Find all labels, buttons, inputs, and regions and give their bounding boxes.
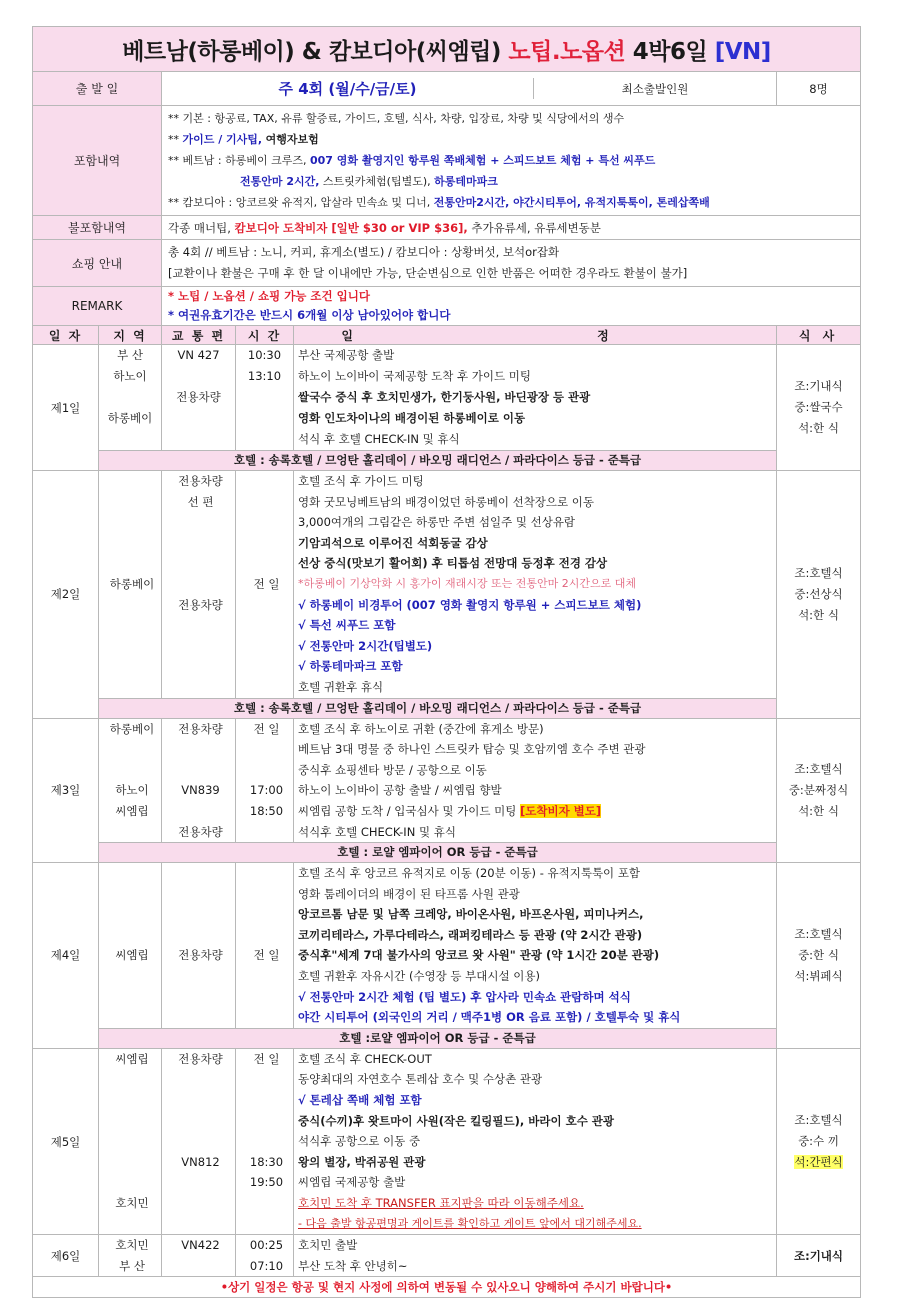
- col-day: 일 자: [33, 326, 99, 345]
- hotel-row: 호텔 :로얄 엠파이어 OR 등급 - 준특급: [99, 1028, 777, 1048]
- hotel-row: 호텔 : 로얄 엠파이어 OR 등급 - 준특급: [99, 843, 777, 863]
- title-duration: 4박6일: [632, 38, 708, 65]
- remark-label: REMARK: [33, 287, 162, 326]
- day-regions: 호치민 부 산: [99, 1235, 162, 1277]
- day-label: 제2일: [33, 471, 99, 719]
- day-row: [33, 718, 861, 843]
- day-schedule: 호텔 조식 후 CHECK-OUT 동양최대의 자연호수 톤레삽 호수 및 수상촌 관광 √ 톤레삽 쪽배 체험 포함 중식(수끼)후 왓트마이 사원(작은 킬링필드), 바라이 호수 관광 석식후 공항으로 이동 중 왕의 별장, 박쥐공원 관광 씨엠립 국제공항 출발 호치민 도착 후 TRANSFER 표지판을 따라 이동해주세요. - 다음 출발 항공편명과 게이트를 확인하고 게이트 앞에서 대기해주세요.: [294, 1048, 777, 1234]
- includes-line: ** 캄보디아 : 앙코르왓 유적지, 압살라 민속쇼 및 디너, 전통안마2시간, 야간시티투어, 유적지툭툭이, 톤레삽쪽배: [168, 196, 710, 209]
- day-times: 전 일: [236, 863, 294, 1029]
- includes-line: ** 베트남 : 하롱베이 크루즈, 007 영화 촬영지인 항루원 쪽배체험 + 스피드보트 체험 + 특선 씨푸드: [168, 154, 656, 167]
- visa-note: [도착비자 별도]: [519, 803, 602, 818]
- column-header-row: [33, 326, 861, 345]
- includes-label: 포함내역: [33, 106, 162, 216]
- includes-line: 전통안마 2시간, 스트릿카체험(팁별도), 하롱테마파크: [240, 175, 498, 188]
- day-meals: 조:호텔식 중:수 끼 석:간편식: [777, 1048, 861, 1234]
- day-transport: VN422: [162, 1235, 236, 1277]
- title-notip: 노팁.노옵션: [508, 38, 626, 65]
- min-pax-label: 최소출발인원: [621, 81, 689, 96]
- shopping-label: 쇼핑 안내: [33, 240, 162, 287]
- footer-notice: •상기 일정은 항공 및 현지 사정에 의하여 변동될 수 있사오니 양해하여 주시기 바랍니다•: [33, 1277, 861, 1298]
- day-regions: 하롱베이 하노이 씨엠립: [99, 718, 162, 843]
- day-label: 제1일: [33, 345, 99, 471]
- day-row: [33, 1048, 861, 1234]
- day-regions: 씨엠립: [99, 863, 162, 1029]
- day-row: [33, 345, 861, 451]
- includes-line: ** 기본 : 항공료, TAX, 유류 할증료, 가이드, 호텔, 식사, 차량, 입장료, 차량 및 식당에서의 생수: [168, 112, 625, 125]
- day-row: [33, 471, 861, 699]
- day-times: 전 일 17:00 18:50: [236, 718, 294, 843]
- day-schedule: 호텔 조식 후 가이드 미팅 영화 굿모닝베트남의 배경이었던 하롱베이 선착장으로 이동 3,000여개의 그림같은 하롱만 주변 섬일주 및 선상유람 기암괴석으로 이루어진 석회동굴 감상 선상 중식(맛보기 활어회) 후 티톱섬 전망대 등정후 전경 감상 *하롱베이 기상악화 시 홍가이 재래시장 또는 전통안마 2시간으로 대체 √ 하롱베이 비경투어 (007 영화 촬영지 항루원 + 스피드보트 체험) √ 특선 씨푸드 포함 √ 전통안마 2시간(팁별도) √ 하롱테마파크 포함 호텔 귀환후 휴식: [294, 471, 777, 699]
- page-title: [33, 27, 861, 72]
- day-row: [33, 863, 861, 1029]
- day-regions: 씨엠립 호치민: [99, 1048, 162, 1234]
- day-label: 제6일: [33, 1235, 99, 1277]
- remark-content: [162, 287, 861, 326]
- departure-value: 주 4회 (월/수/금/토): [162, 78, 534, 99]
- remark-line: * 여권유효기간은 반드시 6개월 이상 남아있어야 합니다: [168, 308, 451, 322]
- day-times: 전 일: [236, 471, 294, 699]
- itinerary-sheet: [32, 26, 860, 1298]
- day-schedule: 호치민 출발 부산 도착 후 안녕히~: [294, 1235, 777, 1277]
- title-destination: 베트남(하롱베이) & 캄보디아(씨엠립): [122, 38, 501, 65]
- day-transport: 전용차량: [162, 863, 236, 1029]
- day-transport: 전용차량 VN812: [162, 1048, 236, 1234]
- shopping-content: [162, 240, 861, 287]
- departure-label: 출 발 일: [33, 72, 162, 106]
- day-regions: 부 산 하노이 하롱베이: [99, 345, 162, 451]
- day-regions: 하롱베이: [99, 471, 162, 699]
- col-meal: 식 사: [777, 326, 861, 345]
- remark-line: * 노팁 / 노옵션 / 쇼핑 가능 조건 입니다: [168, 289, 370, 303]
- hotel-row: 호텔 : 송록호텔 / 므엉탄 홀리데이 / 바오밍 래디언스 / 파라다이스 등급 - 준특급: [99, 698, 777, 718]
- min-pax-value: 8명: [777, 72, 861, 106]
- day-transport: 전용차량 선 편 전용차량: [162, 471, 236, 699]
- day-label: 제5일: [33, 1048, 99, 1234]
- shopping-line: 총 4회 // 베트남 : 노니, 커피, 휴게소(별도) / 캄보디아 : 상황버섯, 보석or잡화: [168, 245, 560, 259]
- shopping-line: [교환이나 환불은 구매 후 한 달 이내에만 가능, 단순변심으로 인한 반품은 어떠한 경우라도 환불이 불가]: [168, 266, 688, 280]
- col-schedule: 일 정: [294, 326, 777, 345]
- day-meals: 조:기내식 중:쌀국수 석:한 식: [777, 345, 861, 471]
- day-transport: VN 427 전용차량: [162, 345, 236, 451]
- day-times: 10:30 13:10: [236, 345, 294, 451]
- day-times: 00:25 07:10: [236, 1235, 294, 1277]
- includes-content: [162, 106, 861, 216]
- day-times: 전 일 18:30 19:50: [236, 1048, 294, 1234]
- day-meals: 조:호텔식 중:분짜정식 석:한 식: [777, 718, 861, 863]
- day-meals: 조:호텔식 중:한 식 석:뷔페식: [777, 863, 861, 1049]
- day-schedule: 호텔 조식 후 앙코르 유적지로 이동 (20분 이동) - 유적지툭툭이 포함 영화 툼레이더의 배경이 된 타프롬 사원 관광 앙코르톰 남문 및 남쪽 크레앙, 바이온사원, 바프온사원, 피미나커스, 코끼리테라스, 가루다테라스, 래퍼킹테라스 등 관광 (약 2시간 관광) 중식후"세계 7대 불가사의 앙코르 왓 사원" 관광 (약 1시간 20분 관광) 호텔 귀환후 자유시간 (수영장 등 부대시설 이용) √ 전통안마 2시간 체험 (팁 별도) 후 압사라 민속쇼 관람하며 석식 야간 시티투어 (외국인의 거리 / 맥주1병 OR 음료 포함) / 호텔투숙 및 휴식: [294, 863, 777, 1029]
- title-airline: [VN]: [714, 38, 771, 65]
- day-row: [33, 1235, 861, 1277]
- day-label: 제4일: [33, 863, 99, 1049]
- excludes-label: 불포함내역: [33, 216, 162, 240]
- col-time: 시 간: [236, 326, 294, 345]
- hotel-row: 호텔 : 송록호텔 / 므엉탄 홀리데이 / 바오밍 래디언스 / 파라다이스 등급 - 준특급: [99, 451, 777, 471]
- day-schedule: 부산 국제공항 출발 하노이 노이바이 국제공항 도착 후 가이드 미팅 쌀국수 중식 후 호치민생가, 한기둥사원, 바딘광장 등 관광 영화 인도차이나의 배경이된 하롱베이로 이동 석식 후 호텔 CHECK-IN 및 휴식: [294, 345, 777, 451]
- excludes-content: 각종 매너팁, 캄보디아 도착비자 [일반 $30 or VIP $36], 추가유류세, 유류세변동분: [162, 216, 861, 240]
- day-label: 제3일: [33, 718, 99, 863]
- col-transport: 교 통 편: [162, 326, 236, 345]
- itinerary-table: [32, 26, 861, 1298]
- day-meals: 조:호텔식 중:선상식 석:한 식: [777, 471, 861, 719]
- col-region: 지 역: [99, 326, 162, 345]
- day-schedule: 호텔 조식 후 하노이로 귀환 (중간에 휴게소 방문) 베트남 3대 명물 중 하나인 스트릿카 탑승 및 호암끼엠 호수 주변 관광 중식후 쇼핑센타 방문 / 공항으로 이동 하노이 노이바이 공항 출발 / 씨엠립 향발 씨엠립 공항 도착 / 입국심사 및 가이드 미팅 [도착비자 별도] 석식후 호텔 CHECK-IN 및 휴식: [294, 718, 777, 843]
- day-transport: 전용차량 VN839 전용차량: [162, 718, 236, 843]
- day-meals: 조:기내식: [777, 1235, 861, 1277]
- includes-line: ** 가이드 / 기사팁, 여행자보험: [168, 133, 319, 146]
